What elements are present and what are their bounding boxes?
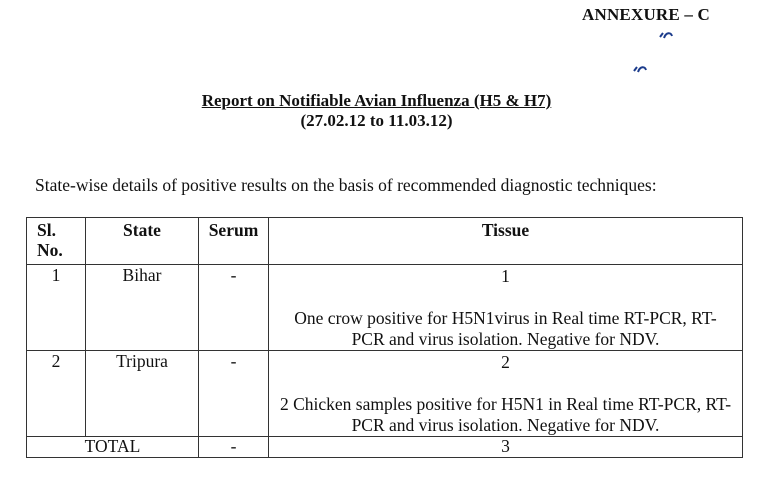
cell-sl: 1 <box>27 265 86 351</box>
header-state: State <box>86 218 199 265</box>
table-row <box>27 351 743 437</box>
total-row <box>27 437 743 458</box>
report-period: (27.02.12 to 11.03.12) <box>300 111 453 130</box>
total-serum: - <box>199 437 269 458</box>
tissue-description: 2 Chicken samples positive for H5N1 in Real time RT-PCR, RT-PCR and virus isolation. Negative for NDV. <box>279 394 732 435</box>
cell-tissue <box>269 265 743 351</box>
tissue-count: 1 <box>501 266 510 286</box>
tissue-count: 2 <box>501 352 510 372</box>
total-label: TOTAL <box>27 437 199 458</box>
cell-tissue <box>269 351 743 437</box>
report-title <box>0 91 768 111</box>
stamp-mark-icon <box>632 64 648 74</box>
annexure-label: ANNEXURE – C <box>582 5 711 24</box>
results-table <box>26 217 743 458</box>
stamp-mark-icon <box>658 30 674 40</box>
header-sl-line1: Sl. <box>37 220 56 240</box>
cell-state: Tripura <box>86 351 199 437</box>
intro-text: State-wise details of positive results on the basis of recommended diagnostic techniques: <box>35 175 657 195</box>
table-row <box>27 265 743 351</box>
cell-serum: - <box>199 351 269 437</box>
header-tissue: Tissue <box>269 218 743 265</box>
cell-sl: 2 <box>27 351 86 437</box>
tissue-description: One crow positive for H5N1virus in Real time RT-PCR, RT-PCR and virus isolation. Negative for NDV. <box>294 308 717 349</box>
report-title-text: Report on Notifiable Avian Influenza (H5 & H7) <box>201 91 552 110</box>
header-sl-line2: No. <box>37 240 63 260</box>
header-serum: Serum <box>199 218 269 265</box>
cell-state: Bihar <box>86 265 199 351</box>
total-tissue: 3 <box>269 437 743 458</box>
table-header-row <box>27 218 743 265</box>
header-sl-no <box>27 218 86 265</box>
cell-serum: - <box>199 265 269 351</box>
